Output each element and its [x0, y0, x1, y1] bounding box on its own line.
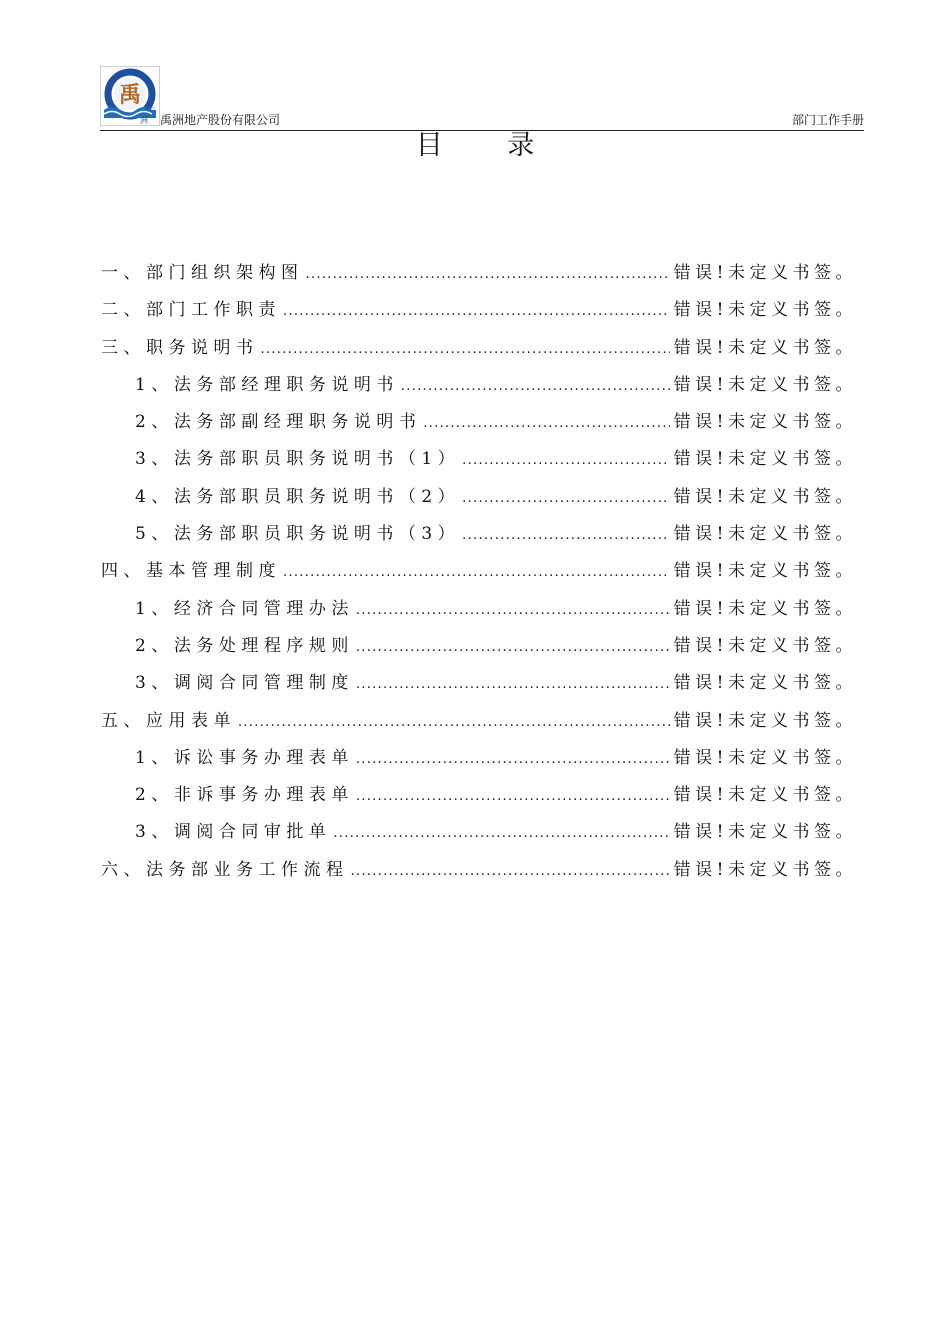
toc-entry-page-ref: 错误!未定义书签。	[673, 673, 857, 694]
toc-entry-label: 四、基本管理制度	[101, 561, 281, 582]
toc-entry-label: 1、诉讼事务办理表单	[135, 747, 354, 768]
toc-entry-page-ref: 错误!未定义书签。	[673, 710, 857, 731]
company-name: 禹洲地产股份有限公司	[160, 113, 281, 127]
toc-entry-page-ref: 错误!未定义书签。	[673, 785, 857, 806]
toc-entry-page-ref: 错误!未定义书签。	[673, 747, 857, 768]
toc-dot-leader	[462, 484, 670, 514]
toc-entry-label: 三、职务说明书	[101, 337, 259, 358]
toc-entry[interactable]	[101, 444, 857, 481]
toc-entry[interactable]	[101, 370, 857, 407]
toc-dot-leader	[356, 596, 670, 626]
toc-dot-leader	[401, 372, 670, 402]
toc-entry-label: 五、应用表单	[101, 710, 236, 731]
toc-entry[interactable]	[101, 295, 857, 332]
logo-small-glyph: 洲	[140, 116, 148, 125]
toc-dot-leader	[356, 745, 670, 775]
toc-entry-label: 六、法务部业务工作流程	[101, 859, 349, 880]
toc-entry-page-ref: 错误!未定义书签。	[673, 859, 857, 880]
toc-entry-page-ref: 错误!未定义书签。	[673, 300, 857, 321]
company-logo	[100, 66, 160, 126]
toc-entry-label: 二、部门工作职责	[101, 300, 281, 321]
toc-dot-leader	[462, 446, 670, 476]
toc-entry-label: 1、法务部经理职务说明书	[135, 374, 399, 395]
toc-entry-label: 4、法务部职员职务说明书（2）	[135, 486, 461, 507]
toc-dot-leader	[423, 409, 669, 439]
toc-entry-label: 3、调阅合同审批单	[135, 822, 332, 843]
toc-entry[interactable]	[101, 594, 857, 631]
toc-entry-label: 3、调阅合同管理制度	[135, 673, 354, 694]
toc-entry-page-ref: 错误!未定义书签。	[673, 486, 857, 507]
toc-entry[interactable]	[101, 258, 857, 295]
toc-entry[interactable]	[101, 855, 857, 892]
logo-tiny-glyph: 地产	[144, 107, 156, 113]
toc-dot-leader	[283, 297, 670, 327]
toc-entry-page-ref: 错误!未定义书签。	[673, 598, 857, 619]
toc-entry-page-ref: 错误!未定义书签。	[673, 337, 857, 358]
page-title: 目 录	[415, 130, 563, 161]
toc-entry[interactable]	[101, 407, 857, 444]
toc-entry-label: 1、经济合同管理办法	[135, 598, 354, 619]
toc-dot-leader	[306, 260, 670, 290]
toc-entry-label: 2、非诉事务办理表单	[135, 785, 354, 806]
toc-entry-page-ref: 错误!未定义书签。	[673, 561, 857, 582]
toc-entry[interactable]	[101, 780, 857, 817]
toc-entry-label: 2、法务部副经理职务说明书	[135, 412, 422, 433]
toc-entry[interactable]	[101, 706, 857, 743]
toc-dot-leader	[261, 335, 670, 365]
toc-entry-page-ref: 错误!未定义书签。	[673, 822, 857, 843]
table-of-contents	[101, 258, 857, 892]
toc-dot-leader	[356, 670, 670, 700]
manual-name: 部门工作手册	[791, 113, 864, 127]
toc-entry[interactable]	[101, 333, 857, 370]
toc-entry-label: 5、法务部职员职务说明书（3）	[135, 524, 461, 545]
toc-dot-leader	[356, 633, 670, 663]
toc-entry-page-ref: 错误!未定义书签。	[673, 524, 857, 545]
toc-entry[interactable]	[101, 519, 857, 556]
toc-entry[interactable]	[101, 631, 857, 668]
toc-entry[interactable]	[101, 743, 857, 780]
toc-entry[interactable]	[101, 556, 857, 593]
toc-entry-page-ref: 错误!未定义书签。	[673, 412, 857, 433]
logo-glyph: 禹	[118, 82, 142, 108]
toc-dot-leader	[283, 558, 670, 588]
toc-dot-leader	[333, 819, 669, 849]
toc-entry[interactable]	[101, 668, 857, 705]
toc-entry-label: 一、部门组织架构图	[101, 263, 304, 283]
toc-entry-page-ref: 错误!未定义书签。	[673, 374, 857, 395]
toc-entry-label: 3、法务部职员职务说明书（1）	[135, 449, 461, 470]
toc-entry-page-ref: 错误!未定义书签。	[673, 635, 857, 656]
toc-dot-leader	[351, 857, 670, 887]
page-header	[100, 66, 864, 131]
toc-entry[interactable]	[101, 817, 857, 854]
toc-entry[interactable]	[101, 482, 857, 519]
toc-entry-label: 2、法务处理程序规则	[135, 635, 354, 656]
toc-dot-leader	[238, 708, 670, 738]
toc-dot-leader	[462, 521, 670, 551]
toc-dot-leader	[356, 782, 670, 812]
toc-entry-page-ref: 错误!未定义书签。	[673, 263, 857, 283]
toc-entry-page-ref: 错误!未定义书签。	[673, 449, 857, 470]
